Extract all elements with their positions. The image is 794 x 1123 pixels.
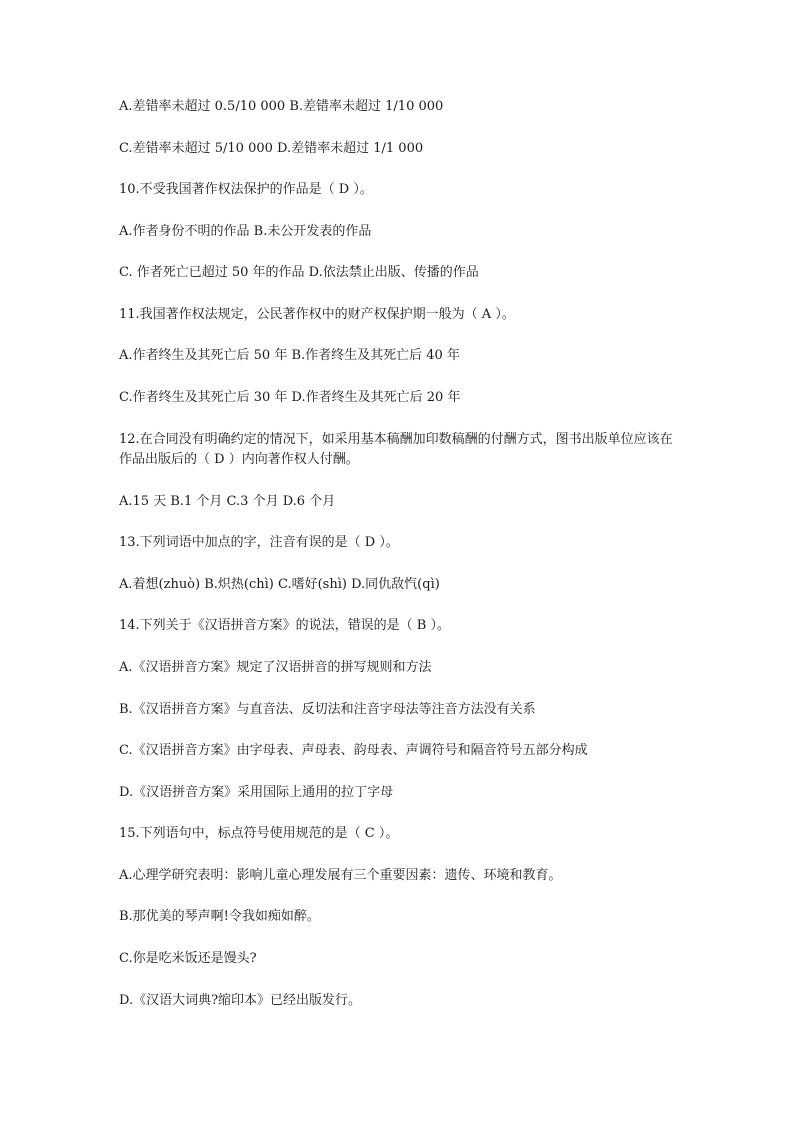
option-line-11ab: A.作者终生及其死亡后 50 年 B.作者终生及其死亡后 40 年 xyxy=(119,348,460,363)
option-15b: B.那优美的琴声啊!令我如痴如醉。 xyxy=(119,909,320,924)
question-12: 12.在合同没有明确约定的情况下，如采用基本稿酬加印数稿酬的付酬方式，图书出版单位应该在作品出版后的（ D ）内向著作权人付酬。 xyxy=(119,432,673,467)
question-10: 10.不受我国著作权法保护的作品是（ D ）。 xyxy=(119,182,373,197)
question-15: 15.下列语句中，标点符号使用规范的是（ C ）。 xyxy=(119,826,399,841)
question-13: 13.下列词语中加点的字，注音有误的是（ D ）。 xyxy=(119,535,399,550)
question-14: 14.下列关于《汉语拼音方案》的说法，错误的是（ B ）。 xyxy=(119,618,450,633)
question-11: 11.我国著作权法规定，公民著作权中的财产权保护期一般为（ A ）。 xyxy=(119,307,515,322)
option-line-12: A.15 天 B.1 个月 C.3 个月 D.6 个月 xyxy=(119,494,336,509)
option-line-13: A.着想(zhuò) B.炽热(chì) C.嗜好(shì) D.同仇敌忾(qì) xyxy=(119,577,440,592)
option-line-10ab: A.作者身份不明的作品 B.未公开发表的作品 xyxy=(119,224,372,239)
option-line-10cd: C. 作者死亡已超过 50 年的作品 D.依法禁止出版、传播的作品 xyxy=(119,265,479,280)
option-15a: A.心理学研究表明：影响儿童心理发展有三个重要因素：遗传、环境和教育。 xyxy=(119,868,562,883)
option-14c: C.《汉语拼音方案》由字母表、声母表、韵母表、声调符号和隔音符号五部分构成 xyxy=(119,743,588,758)
option-15c: C.你是吃米饭还是馒头? xyxy=(119,951,257,966)
option-line-9cd: C.差错率未超过 5/10 000 D.差错率未超过 1/1 000 xyxy=(119,141,424,156)
option-14a: A.《汉语拼音方案》规定了汉语拼音的拼写规则和方法 xyxy=(119,660,432,675)
option-line-11cd: C.作者终生及其死亡后 30 年 D.作者终生及其死亡后 20 年 xyxy=(119,390,461,405)
option-line-9ab: A.差错率未超过 0.5/10 000 B.差错率未超过 1/10 000 xyxy=(119,99,444,114)
option-14b: B.《汉语拼音方案》与直音法、反切法和注音字母法等注音方法没有关系 xyxy=(119,702,536,717)
option-15d: D.《汉语大词典?缩印本》已经出版发行。 xyxy=(119,993,362,1008)
option-14d: D.《汉语拼音方案》采用国际上通用的拉丁字母 xyxy=(119,785,394,800)
